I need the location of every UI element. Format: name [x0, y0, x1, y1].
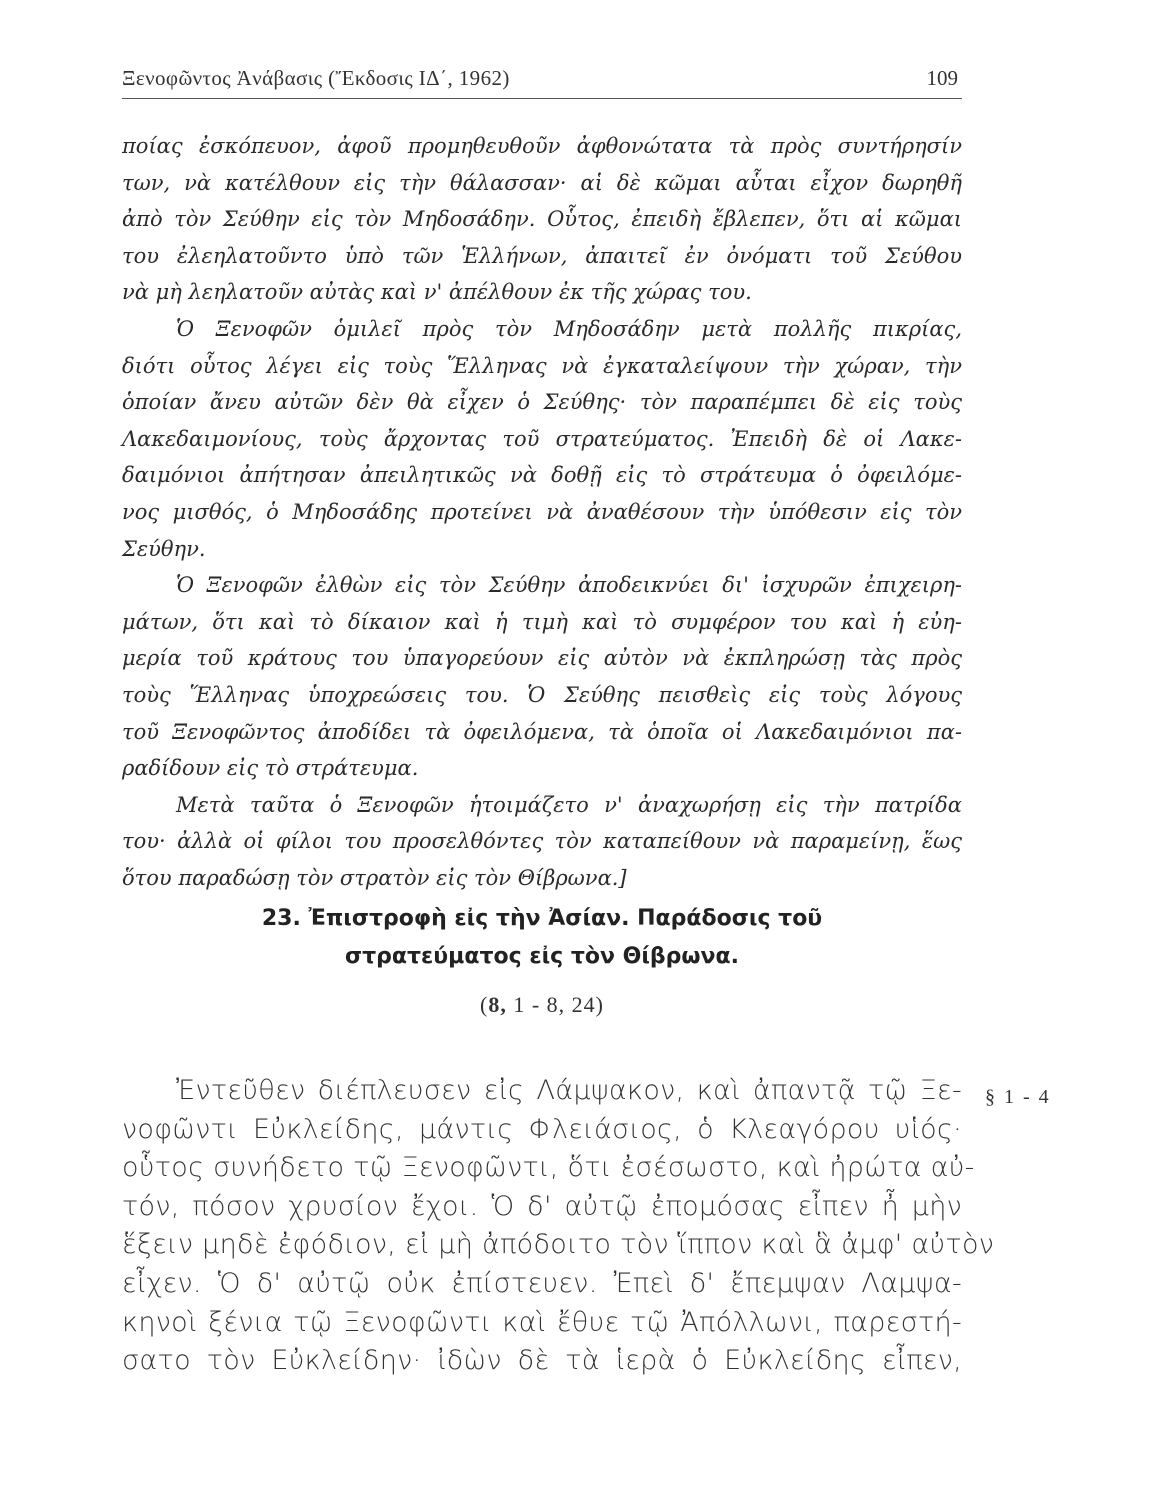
summary-line: νὰ μὴ λεηλατοῦν αὐτὰς καὶ ν' ἀπέλθουν ἐκ τῆς χώρας του. — [122, 280, 752, 305]
summary-line: ἀπὸ τὸν Σεύθην εἰς τὸν Μηδοσάδην. Οὗτος, ἐπειδὴ ἔβλεπεν, ὅτι αἱ κῶμαι — [122, 207, 962, 232]
summary-line: μάτων, ὅτι καὶ τὸ δίκαιον καὶ ἡ τιμὴ καὶ τὸ συμφέρον του καὶ ἡ εὐη- — [122, 609, 962, 634]
section-ref-range: 1 - 8, 24) — [506, 992, 604, 1017]
summary-line: Μετὰ ταῦτα ὁ Ξενοφῶν ἡτοιμάζετο ν' ἀναχωρήσῃ εἰς τὴν πατρίδα — [176, 792, 962, 817]
summary-line: του ἐλεηλατοῦντο ὑπὸ τῶν Ἑλλήνων, ἀπαιτεῖ ἐν ὀνόματι τοῦ Σεύθου — [122, 243, 962, 268]
greek-text-line: σατο τὸν Εὐκλείδην· ἰδὼν δὲ τὰ ἱερὰ ὁ Εὐκλείδης εἶπεν, — [122, 1345, 962, 1377]
summary-line: ποίας ἐσκόπευον, ἀφοῦ προμηθευθοῦν ἀφθονώτατα τὰ πρὸς συντήρησίν — [122, 134, 962, 158]
greek-text-line: εἶχεν. Ὁ δ' αὐτῷ οὐκ ἐπίστευεν. Ἐπεὶ δ' ἔπεμψαν Λαμψα- — [122, 1267, 962, 1299]
summary-line: του· ἀλλὰ οἱ φίλοι του προσελθόντες τὸν καταπείθουν νὰ παραμείνῃ, ἕως — [122, 829, 962, 854]
summary-line: των, νὰ κατέλθουν εἰς τὴν θάλασσαν· αἱ δὲ κῶμαι αὗται εἶχον δωρηθῆ — [122, 170, 962, 195]
greek-text-line: νοφῶντι Εὐκλείδης, μάντις Φλειάσιος, ὁ Κλεαγόρου υἱός· — [122, 1113, 962, 1145]
section-title-line: στρατεύματος εἰς τὸν Θίβρωνα. — [344, 944, 739, 969]
summary-line: Ὁ Ξενοφῶν ἐλθὼν εἰς τὸν Σεύθην ἀποδεικνύει δι' ἰσχυρῶν ἐπιχειρη- — [176, 573, 962, 598]
greek-text-line: κηνοὶ ξένια τῷ Ξενοφῶντι καὶ ἔθυε τῷ Ἀπόλλωνι, παρεστή- — [122, 1306, 962, 1338]
summary-line: μερία τοῦ κράτους του ὑπαγορεύουν εἰς αὐτὸν νὰ ἐκπληρώσῃ τὰς πρὸς — [122, 646, 962, 671]
margin-section-note: § 1 - 4 — [985, 1086, 1051, 1108]
page-header — [122, 64, 962, 99]
summary-line: ραδίδουν εἰς τὸ στράτευμα. — [122, 756, 419, 781]
summary-line: δαιμόνιοι ἀπήτησαν ἀπειλητικῶς νὰ δοθῇ εἰς τὸ στράτευμα ὁ ὀφειλόμε- — [122, 463, 962, 488]
summary-line: Ὁ Ξενοφῶν ὁμιλεῖ πρὸς τὸν Μηδοσάδην μετὰ πολλῆς πικρίας, — [176, 316, 962, 341]
greek-text-line: Ἐντεῦθεν διέπλευσεν εἰς Λάμψακον, καὶ ἀπαντᾷ τῷ Ξε- — [176, 1075, 962, 1106]
greek-text — [122, 1072, 995, 1381]
section-ref-open: ( — [480, 992, 489, 1017]
summary-line: τοῦ Ξενοφῶντος ἀποδίδει τὰ ὀφειλόμενα, τὰ ὁποῖα οἱ Λακεδαιμόνιοι πα- — [122, 719, 962, 744]
greek-text-line: ἕξειν μηδὲ ἐφόδιον, εἰ μὴ ἀπόδοιτο τὸν ἵππον καὶ ἃ ἀμφ' αὐτὸν — [122, 1229, 995, 1261]
running-head: Ξενοφῶντος Ἀνάβασις (Ἔκδοσις ΙΔ΄, 1962) — [122, 66, 510, 90]
summary-line: τοὺς Ἕλληνας ὑποχρεώσεις του. Ὁ Σεύθης πεισθεὶς εἰς τοὺς λόγους — [122, 682, 962, 707]
section-ref-book: 8, — [488, 992, 507, 1017]
summary-text — [122, 128, 962, 896]
summary-line: Λακεδαιμονίους, τοὺς ἄρχοντας τοῦ στρατεύματος. Ἐπειδὴ δὲ οἱ Λακε- — [122, 426, 962, 451]
summary-line: Σεύθην. — [122, 536, 206, 561]
page-number: 109 — [926, 66, 958, 90]
summary-line: ὅτου παραδώσῃ τὸν στρατὸν εἰς τὸν Θίβρωνα.] — [122, 865, 627, 890]
greek-text-line: οὗτος συνήδετο τῷ Ξενοφῶντι, ὅτι ἐσέσωστο, καὶ ἠρώτα αὐ- — [122, 1152, 975, 1184]
greek-text-line: τόν, πόσον χρυσίον ἔχοι. Ὁ δ' αὐτῷ ἐπομόσας εἶπεν ἦ μὴν — [122, 1190, 962, 1222]
summary-line: διότι οὗτος λέγει εἰς τοὺς Ἕλληνας νὰ ἐγκαταλείψουν τὴν χώραν, τὴν — [122, 353, 962, 378]
section-title — [122, 900, 962, 976]
summary-line: νος μισθός, ὁ Μηδοσάδης προτείνει νὰ ἀναθέσουν τὴν ὑπόθεσιν εἰς τὸν — [122, 499, 962, 524]
section-reference — [122, 992, 962, 1018]
section-title-line: 23. Ἐπιστροφὴ εἰς τὴν Ἀσίαν. Παράδοσις τοῦ — [261, 906, 823, 931]
summary-line: ὁποίαν ἄνευ αὐτῶν δὲν θὰ εἶχεν ὁ Σεύθης· τὸν παραπέμπει δὲ εἰς τοὺς — [122, 390, 962, 415]
